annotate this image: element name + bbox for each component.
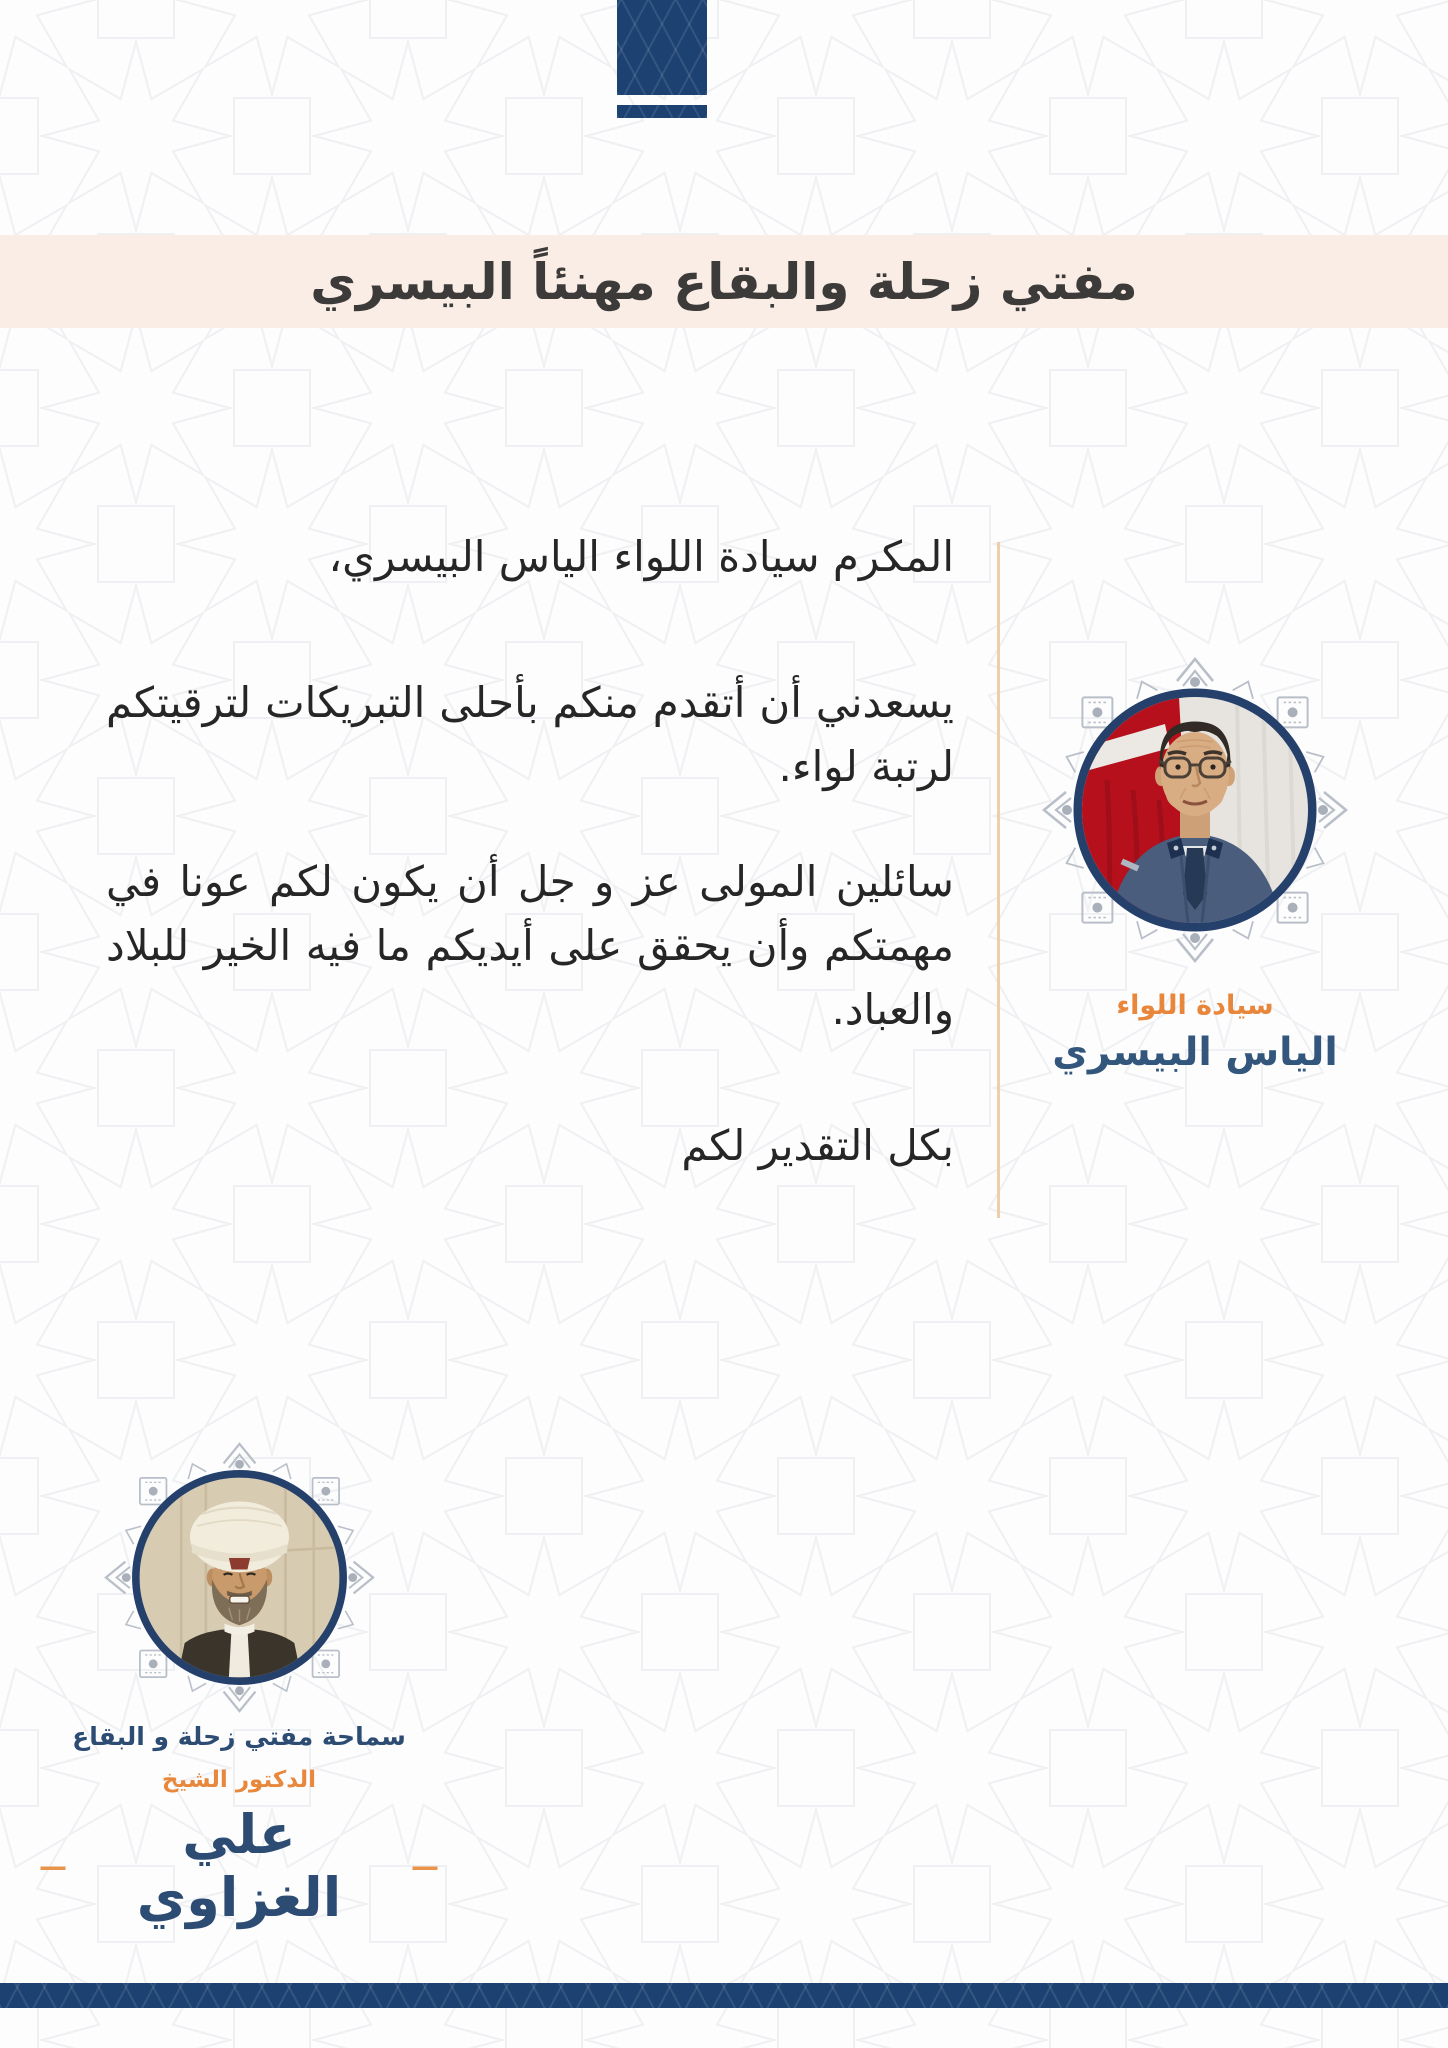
mufti-portrait-figure — [98, 1436, 381, 1719]
title-banner — [0, 235, 1448, 328]
page-title: مفتي زحلة والبقاع مهنئاً البيسري — [310, 252, 1138, 311]
letter-paragraph-2: سائلين المولى عز و جل أن يكون لكم عونا في مهمتكم وأن يحقق على أيديكم ما فيه الخير للبلاد والعباد. — [106, 857, 954, 1035]
letter-closing: بكل التقدير لكم — [681, 1120, 954, 1170]
top-brand-mark-underline — [617, 105, 707, 118]
top-brand-mark — [617, 0, 707, 95]
signature-row — [39, 1803, 439, 1929]
footer-bar — [0, 1983, 1448, 2008]
sender-caption — [39, 1722, 439, 1929]
officer-portrait-figure — [1035, 650, 1355, 970]
signature-dash-left: — — [39, 1849, 67, 1883]
separator-line — [997, 542, 1000, 1218]
letter-paragraph-1: يسعدني أن أتقدم منكم بأحلى التبريكات لترقيتكم لرتبة لواء. — [106, 677, 954, 791]
sender-subtitle: الدكتور الشيخ — [161, 1767, 317, 1793]
signature-dash-right: — — [411, 1849, 439, 1883]
sender-title: سماحة مفتي زحلة و البقاع — [72, 1722, 406, 1751]
letter-salutation: المكرم سيادة اللواء الياس البيسري، — [328, 532, 954, 581]
officer-portrait-photo — [1082, 697, 1308, 923]
mufti-portrait-photo — [140, 1478, 340, 1678]
recipient-pretitle: سيادة اللواء — [1116, 990, 1274, 1021]
letter-body — [106, 525, 954, 1178]
recipient-name: الياس البيسري — [1052, 1030, 1338, 1075]
sender-signature: علي الغزاوي — [136, 1803, 342, 1929]
